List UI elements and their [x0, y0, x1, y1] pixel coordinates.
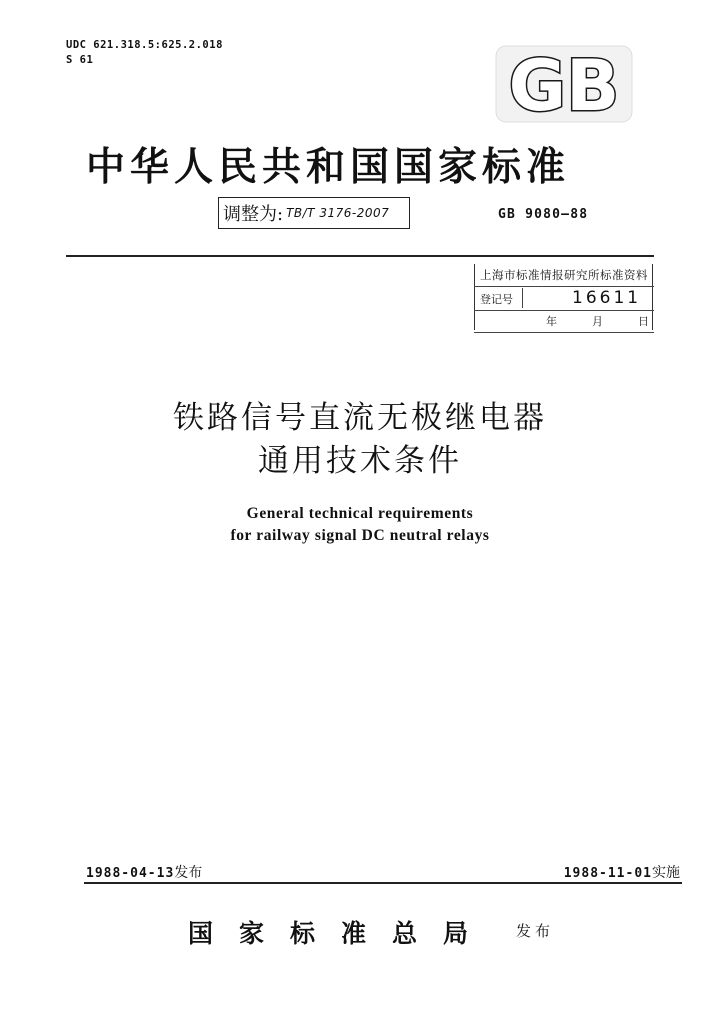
- publish-label: 发布: [516, 922, 555, 940]
- title-en-line1: General technical requirements: [246, 505, 474, 522]
- national-standard-heading: 中华人民共和国国家标准: [86, 144, 571, 190]
- title-cn-line2: 通用技术条件: [258, 443, 462, 479]
- standard-number: GB 9080—88: [498, 207, 589, 222]
- title-en-line2: for railway signal DC neutral relays: [230, 527, 490, 544]
- reg-divider: [474, 286, 654, 287]
- implement-date-block: [564, 862, 680, 882]
- reg-month-label: 月: [592, 315, 603, 328]
- issue-label: 发布: [174, 865, 203, 881]
- adjustment-label: 调整为:: [223, 204, 284, 225]
- gb-logo: [494, 44, 634, 124]
- registration-box: [474, 262, 654, 334]
- gb-logo-text: GB: [508, 45, 620, 124]
- udc-code: UDC 621.318.5:625.2.018: [66, 39, 223, 51]
- classification-codes: [66, 38, 223, 68]
- issue-date: 1988-04-13: [86, 866, 175, 881]
- implement-label: 实施: [652, 865, 680, 881]
- reg-column-separator: [522, 288, 523, 308]
- reg-border-right: [652, 264, 653, 330]
- reg-divider: [474, 310, 654, 311]
- bottom-divider: [84, 882, 682, 884]
- title-cn-line1: 铁路信号直流无极继电器: [173, 400, 547, 436]
- reg-divider: [474, 332, 654, 333]
- adjustment-stamp: [218, 197, 410, 229]
- reg-border-left: [474, 264, 475, 330]
- publisher-name: 国家标准总局: [188, 919, 495, 948]
- reg-number-label: 登记号: [480, 293, 513, 306]
- adjustment-value: TB/T 3176-2007: [286, 206, 390, 220]
- top-divider: [66, 255, 654, 257]
- reg-organization: 上海市标准情报研究所标准资料: [480, 268, 648, 282]
- reg-year-label: 年: [546, 315, 557, 328]
- issue-date-block: [86, 862, 202, 882]
- reg-number: 16611: [572, 288, 642, 308]
- implement-date: 1988-11-01: [563, 866, 652, 881]
- reg-day-label: 日: [638, 315, 649, 328]
- category-code: S 61: [66, 54, 94, 66]
